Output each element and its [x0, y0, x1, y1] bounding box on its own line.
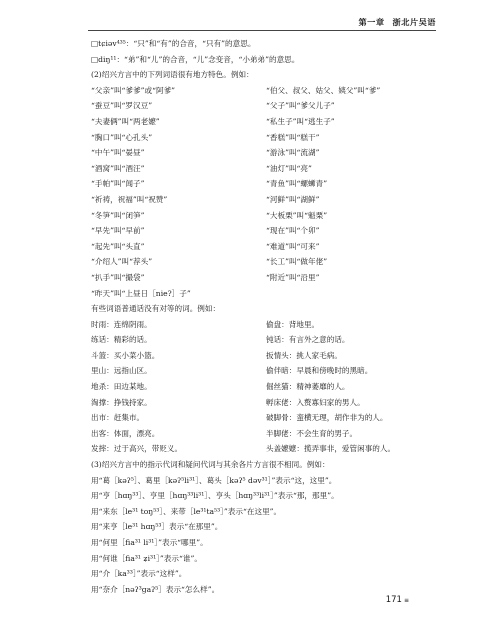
gloss-row — [91, 441, 441, 457]
term-row — [91, 176, 441, 192]
page-number-mark: ≡ — [403, 597, 408, 604]
term-left: “介绍人”叫“荐头” — [91, 257, 153, 267]
term-right: “大板栗”叫“魁栗” — [266, 210, 328, 220]
term-left: “手帕”叫“闻子” — [91, 179, 145, 189]
term-row — [91, 83, 441, 99]
text-line: “昨天”叫“上昼日［nie?］子” — [91, 288, 191, 298]
gloss-row — [91, 410, 441, 426]
gloss-row — [91, 363, 441, 379]
term-left: “祈祷，祝福”叫“祝赞” — [91, 194, 168, 204]
text-line: (2)绍兴方言中的下列词语很有地方特色。例如： — [91, 70, 254, 80]
term-right: “长工”叫“做年佬” — [266, 257, 328, 267]
gloss-row — [91, 379, 441, 395]
term-row — [91, 114, 441, 130]
gloss-row — [91, 332, 441, 348]
term-row — [91, 161, 441, 177]
term-right: “私生子”叫“逃生子” — [266, 116, 335, 126]
gloss-left: 时雨：连绵阴雨。 — [91, 319, 152, 329]
text-line: 用“来东［le³¹ toŋ⁵³］、来带［le³¹ta⁵³］”表示“在这里”。 — [91, 506, 282, 516]
chapter-label: 第一章 — [358, 17, 385, 27]
text-line: 有些词语普通话没有对等的词。例如： — [91, 304, 221, 314]
gloss-left: 地杀：田边某地。 — [91, 382, 152, 392]
text-line: (3)绍兴方言中的指示代词和疑问代词与其余各片方言很不相同。例如： — [91, 460, 330, 470]
chapter-title: 浙北片吴语 — [392, 17, 436, 27]
term-left: “蚕豆”叫“罗汉豆” — [91, 101, 153, 111]
header-rule — [88, 30, 436, 31]
term-row — [91, 208, 441, 224]
term-left: “父亲”叫“爹爹”或“阿爹” — [91, 85, 176, 95]
gloss-row — [91, 317, 441, 333]
gloss-left: 斗篮：买小菜小篮。 — [91, 350, 160, 360]
text-line: □tɕiəv⁴³⁵：“只”和“有”的合音，“只有”的意思。 — [91, 39, 256, 48]
page-number — [386, 595, 408, 605]
term-right: “河鲜”叫“湖鲜” — [266, 194, 320, 204]
term-row — [91, 270, 441, 286]
text-line: □diŋ¹¹：“弟”和“儿”的合音，“儿”念变音，“小弟弟”的意思。 — [91, 54, 300, 64]
term-right: “难道”叫“可来” — [266, 241, 320, 251]
text-line: 用“亨［hɑŋ³³］、亨里［hɑŋ³³li³¹］、亨头［hɑŋ³³li³¹］”表示“那，那里”。 — [91, 491, 339, 501]
term-left: “酒窝”叫“酒汪” — [91, 163, 145, 173]
term-right: “游泳”叫“流湖” — [266, 148, 320, 158]
running-header — [358, 17, 436, 28]
text-line: 用“介［ka³³］”表示“这样”。 — [91, 569, 187, 579]
gloss-row — [91, 426, 441, 442]
term-right: “父子”叫“爹父儿子” — [266, 101, 335, 111]
text-line: 用“葛［kəʔ⁵］、葛里［kəʔ⁵li³¹］、葛头［kəʔ⁵ dəv³¹］”表示“这，这里”。 — [91, 475, 337, 485]
gloss-right: 偷盘：背地里。 — [266, 319, 320, 329]
gloss-row — [91, 395, 441, 411]
gloss-right: 半脚佬：不会生育的男子。 — [266, 428, 358, 438]
gloss-right: 破脚骨：蛮横无理，胡作非为的人。 — [266, 413, 388, 423]
term-row — [91, 98, 441, 114]
term-left: “扒手”叫“撮袋” — [91, 272, 145, 282]
term-row — [91, 239, 441, 255]
term-right: “青鱼”叫“螺蛳青” — [266, 179, 328, 189]
gloss-left: 发摔：过于高兴，带贬义。 — [91, 444, 183, 454]
term-right: “油灯”叫“亮” — [266, 163, 312, 173]
gloss-left: 出客：体面，漂亮。 — [91, 428, 160, 438]
term-right: “现在”叫“个卯” — [266, 226, 320, 236]
gloss-left: 淘撑：挣钱持家。 — [91, 397, 152, 407]
term-left: “冬笋”叫“闭笋” — [91, 210, 145, 220]
term-right: “香糕”叫“糕干” — [266, 132, 320, 142]
text-line: 用“何谁［fia³¹ ʑi³¹］”表示“谁”。 — [91, 553, 202, 563]
term-left: “中午”叫“晏昼” — [91, 148, 145, 158]
gloss-right: 倔丝猫：精神萎靡的人。 — [266, 382, 350, 392]
gloss-right: 钝话：有言外之意的话。 — [266, 335, 350, 345]
term-row — [91, 223, 441, 239]
term-row — [91, 192, 441, 208]
gloss-left: 练话：精彩的话。 — [91, 335, 152, 345]
gloss-right: 头盖嬷嬷：揽弄事非，爱管闲事的人。 — [266, 444, 396, 454]
term-left: “早先”叫“早前” — [91, 226, 145, 236]
body-text — [91, 36, 441, 597]
text-line: 用“来亨［le³¹ hɑŋ⁵³］表示“在那里”。 — [91, 522, 223, 532]
gloss-right: 偷伴暗：早晨和傍晚时的黑暗。 — [266, 366, 373, 376]
term-left: “起先”叫“头直” — [91, 241, 145, 251]
text-line: 用“何里［fia³¹ li³¹］”表示“哪里”。 — [91, 538, 208, 547]
term-row — [91, 130, 441, 146]
page-number-value: 171 — [385, 595, 402, 605]
gloss-left: 出市：赶集市。 — [91, 413, 145, 423]
term-right: “伯父、叔父、姑父、姨父”叫“爹” — [266, 85, 381, 95]
term-row — [91, 254, 441, 270]
gloss-right: 孵床佬：入赘寡妇家的男人。 — [266, 397, 365, 407]
term-right: “附近”叫“沿里” — [266, 272, 320, 282]
term-row — [91, 145, 441, 161]
term-left: “胸口”叫“心孔头” — [91, 132, 153, 142]
text-line: 用“奈介［nəʔ³gaʔ⁵］表示“怎么样”。 — [91, 584, 220, 594]
gloss-row — [91, 348, 441, 364]
gloss-left: 里山：远指山区。 — [91, 366, 152, 376]
gloss-right: 扳情头：挑人家毛病。 — [266, 350, 342, 360]
term-left: “夫妻俩”叫“两老嬷” — [91, 116, 160, 126]
